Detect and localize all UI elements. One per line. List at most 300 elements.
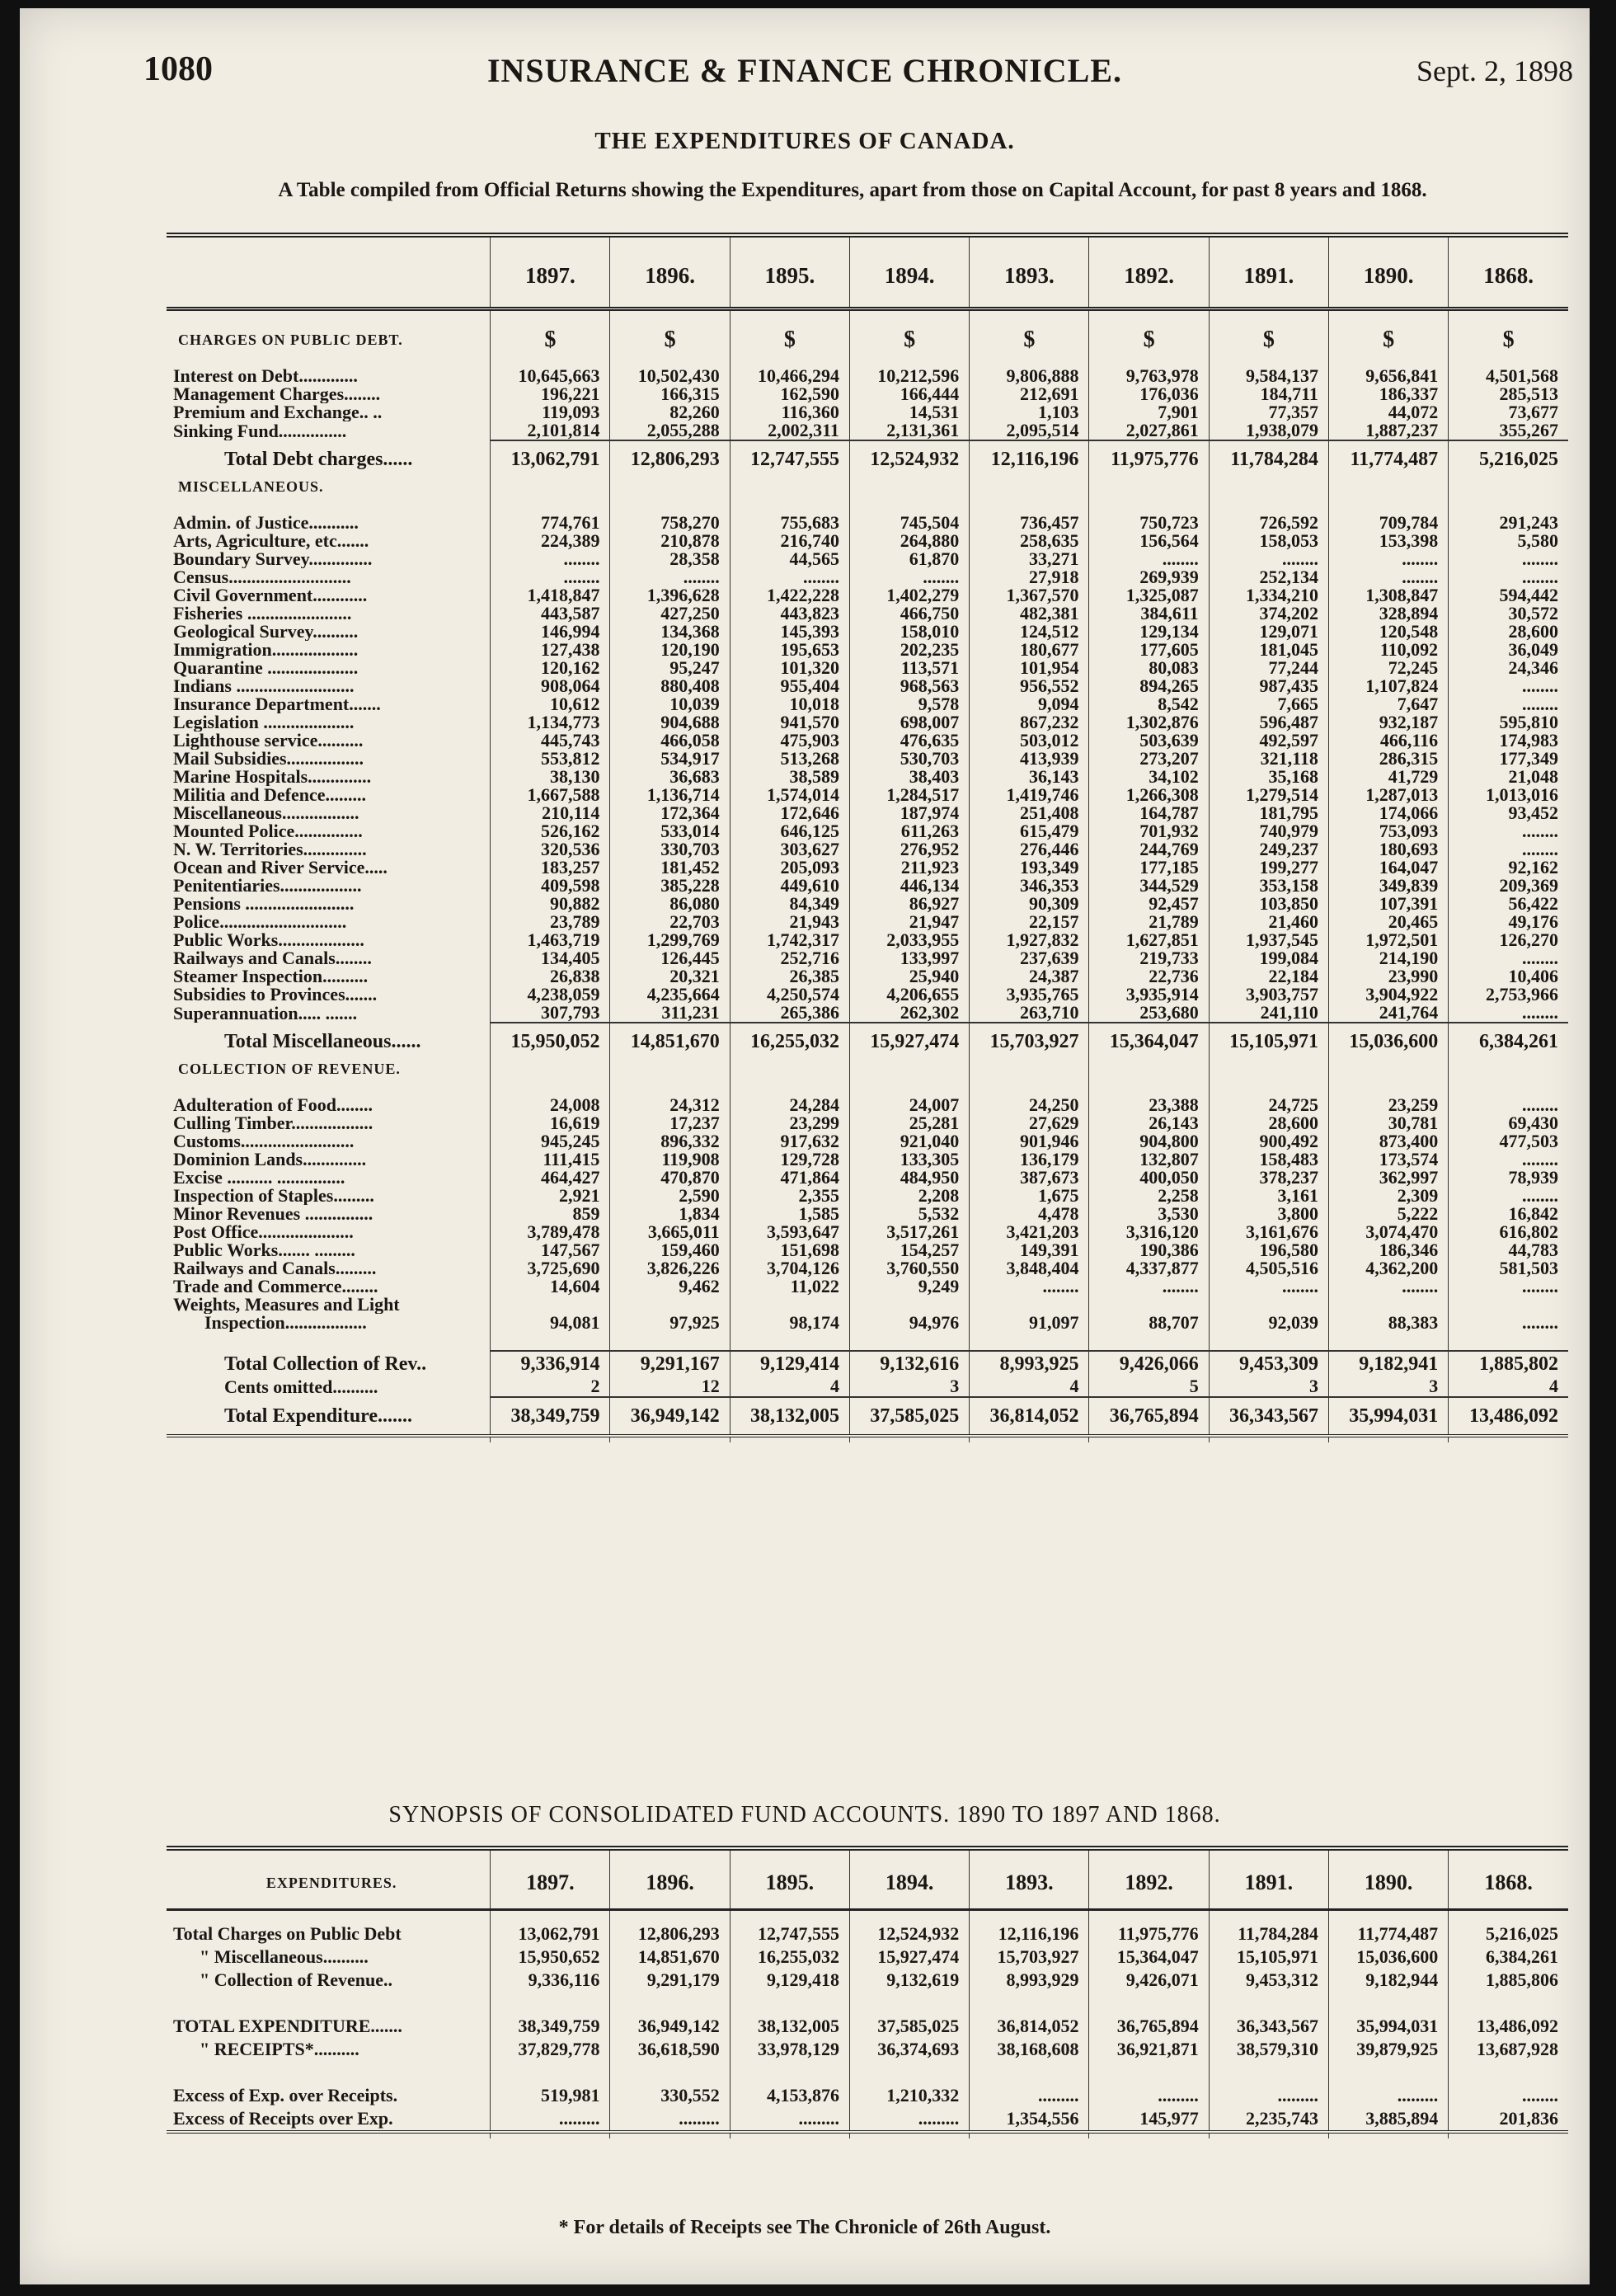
value-cell: 6,384,261: [1449, 1023, 1568, 1060]
value-cell: 1,396,628: [610, 586, 730, 605]
value-cell: 36,049: [1449, 641, 1568, 659]
value-cell: 1,279,514: [1209, 786, 1328, 804]
value-cell: 4,337,877: [1089, 1259, 1209, 1277]
rule-cell: [1089, 1992, 1209, 2015]
table-row: [167, 1296, 1568, 1314]
value-cell: 10,212,596: [849, 367, 969, 385]
table-row: [167, 1259, 1568, 1277]
rule-cell: [167, 1992, 491, 2015]
value-cell: 126,270: [1449, 931, 1568, 949]
value-cell: 7,665: [1209, 695, 1328, 713]
value-cell: 533,014: [610, 822, 730, 840]
value-cell: 10,018: [730, 695, 849, 713]
value-cell: 9,763,978: [1089, 367, 1209, 385]
value-cell: 202,235: [849, 641, 969, 659]
value-cell: 443,587: [491, 605, 610, 623]
value-cell: 36,949,142: [610, 1397, 730, 1436]
row-label: Premium and Exchange.. ..: [173, 403, 383, 421]
value-cell: 932,187: [1328, 713, 1448, 732]
value-cell: 900,492: [1209, 1132, 1328, 1150]
value-cell: 303,627: [730, 840, 849, 859]
value-cell: 921,040: [849, 1132, 969, 1150]
synopsis-title: SYNOPSIS OF CONSOLIDATED FUND ACCOUNTS. 1890 TO 1897 AND 1868.: [388, 1802, 1221, 1828]
value-cell: 158,053: [1209, 532, 1328, 550]
rule-cell: [610, 1332, 730, 1351]
value-cell: 181,795: [1209, 804, 1328, 822]
value-cell: 1,574,014: [730, 786, 849, 804]
year-header: 1868.: [1449, 244, 1568, 309]
value-cell: 21,943: [730, 913, 849, 931]
value-cell: 36,143: [970, 768, 1089, 786]
value-cell: 38,130: [491, 768, 610, 786]
rule-cell: [1328, 496, 1448, 514]
value-cell: 11,784,284: [1209, 440, 1328, 478]
value-cell: 9,462: [610, 1277, 730, 1296]
table-row: [167, 768, 1568, 786]
year-header: 1894.: [849, 1857, 969, 1910]
row-label: Subsidies to Provinces.......: [173, 986, 378, 1004]
row-label: COLLECTION OF REVENUE.: [178, 1061, 401, 1077]
rule-cell: [849, 1910, 969, 1923]
value-cell: 9,249: [849, 1277, 969, 1296]
value-cell: 164,787: [1089, 804, 1209, 822]
value-cell: 174,983: [1449, 732, 1568, 750]
year-header: 1893.: [970, 244, 1089, 309]
value-cell: 22,736: [1089, 967, 1209, 986]
value-cell: .........: [610, 2107, 730, 2132]
row-label: Mounted Police...............: [173, 822, 363, 840]
value-cell: 183,257: [491, 859, 610, 877]
article-title: THE EXPENDITURES OF CANADA.: [594, 128, 1015, 154]
value-cell: 181,045: [1209, 641, 1328, 659]
value-cell: 4,501,568: [1449, 367, 1568, 385]
synopsis-row: [167, 1945, 1568, 1969]
empty-cell: [1209, 478, 1328, 496]
rule-cell: [730, 1332, 849, 1351]
value-cell: 755,683: [730, 514, 849, 532]
value-cell: 25,281: [849, 1114, 969, 1132]
year-header: 1896.: [610, 1857, 730, 1910]
row-label: " RECEIPTS*..........: [200, 2039, 359, 2059]
value-cell: 9,453,312: [1209, 1969, 1328, 1992]
value-cell: [970, 1296, 1089, 1314]
table-row: [167, 1132, 1568, 1150]
value-cell: 4,505,516: [1209, 1259, 1328, 1277]
value-cell: 24,284: [730, 1096, 849, 1114]
value-cell: 36,343,567: [1209, 1397, 1328, 1436]
rule-cell: [849, 2132, 969, 2138]
empty-cell: [970, 1060, 1089, 1078]
value-cell: 36,374,693: [849, 2038, 969, 2061]
rule-cell: [610, 2061, 730, 2084]
value-cell: 180,677: [970, 641, 1089, 659]
value-cell: 941,570: [730, 713, 849, 732]
value-cell: ........: [1449, 677, 1568, 695]
rule-cell: [167, 496, 491, 514]
value-cell: 344,529: [1089, 877, 1209, 895]
value-cell: 530,703: [849, 750, 969, 768]
value-cell: 9,584,137: [1209, 367, 1328, 385]
table-row: [167, 895, 1568, 913]
value-cell: ........: [849, 568, 969, 586]
synopsis-header-row: [167, 1857, 1568, 1910]
value-cell: 349,839: [1328, 877, 1448, 895]
value-cell: 492,597: [1209, 732, 1328, 750]
rule-cell: [610, 1078, 730, 1096]
value-cell: 330,703: [610, 840, 730, 859]
row-label: TOTAL EXPENDITURE.......: [173, 2016, 402, 2036]
value-cell: 5,580: [1449, 532, 1568, 550]
table-row: [167, 949, 1568, 967]
rule-cell: [167, 2132, 491, 2138]
rule-cell: [1328, 309, 1448, 332]
header-rule: [167, 309, 1568, 332]
value-cell: 25,940: [849, 967, 969, 986]
value-cell: ........: [1449, 550, 1568, 568]
value-cell: ........: [1328, 1277, 1448, 1296]
value-cell: 9,336,914: [491, 1351, 610, 1376]
value-cell: 177,605: [1089, 641, 1209, 659]
value-cell: 180,693: [1328, 840, 1448, 859]
value-cell: 145,393: [730, 623, 849, 641]
value-cell: ........: [1449, 1314, 1568, 1332]
value-cell: 173,574: [1328, 1150, 1448, 1169]
value-cell: 5: [1089, 1376, 1209, 1397]
value-cell: 211,923: [849, 859, 969, 877]
value-cell: 15,036,600: [1328, 1945, 1448, 1969]
value-cell: 445,743: [491, 732, 610, 750]
value-cell: 15,364,047: [1089, 1023, 1209, 1060]
table-bottom-rule: [167, 1436, 1568, 1442]
value-cell: 33,271: [970, 550, 1089, 568]
value-cell: 38,349,759: [491, 1397, 610, 1436]
row-label: Superannuation..... .......: [173, 1004, 358, 1023]
value-cell: 37,585,025: [849, 1397, 969, 1436]
value-cell: 594,442: [1449, 586, 1568, 605]
value-cell: 38,132,005: [730, 1397, 849, 1436]
spacer-row: [167, 349, 1568, 367]
rule-cell: [1209, 349, 1328, 367]
value-cell: 212,691: [970, 385, 1089, 403]
rule-cell: [730, 1992, 849, 2015]
empty-cell: [491, 478, 610, 496]
value-cell: 2,258: [1089, 1187, 1209, 1205]
value-cell: 120,548: [1328, 623, 1448, 641]
value-cell: 3,904,922: [1328, 986, 1448, 1004]
value-cell: 3,517,261: [849, 1223, 969, 1241]
value-cell: 8,993,925: [970, 1351, 1089, 1376]
value-cell: 116,360: [730, 403, 849, 421]
value-cell: 11,975,776: [1089, 1922, 1209, 1945]
value-cell: 35,168: [1209, 768, 1328, 786]
value-cell: 16,619: [491, 1114, 610, 1132]
row-label: Public Works....... .........: [173, 1241, 355, 1259]
value-cell: 945,245: [491, 1132, 610, 1150]
value-cell: 374,202: [1209, 605, 1328, 623]
value-cell: 210,114: [491, 804, 610, 822]
table-row: [167, 532, 1568, 550]
header-row: [167, 244, 1568, 309]
expenditures-table: [167, 233, 1568, 1442]
rule-cell: [1089, 1078, 1209, 1096]
row-label: Insurance Department.......: [173, 695, 381, 713]
rule-cell: [849, 1992, 969, 2015]
empty-cell: [1449, 478, 1568, 496]
value-cell: 172,364: [610, 804, 730, 822]
value-cell: 1,927,832: [970, 931, 1089, 949]
value-cell: 901,946: [970, 1132, 1089, 1150]
value-cell: [1089, 1296, 1209, 1314]
value-cell: 154,257: [849, 1241, 969, 1259]
value-cell: 553,812: [491, 750, 610, 768]
table-row: [167, 586, 1568, 605]
rule-cell: [970, 1992, 1089, 2015]
empty-cell: [1089, 1060, 1209, 1078]
rule-cell: [1328, 1992, 1448, 2015]
rule-cell: [491, 349, 610, 367]
value-cell: 94,976: [849, 1314, 969, 1332]
value-cell: 3,760,550: [849, 1259, 969, 1277]
table-row: [167, 514, 1568, 532]
value-cell: 513,268: [730, 750, 849, 768]
value-cell: 9,426,071: [1089, 1969, 1209, 1992]
table-row: [167, 641, 1568, 659]
value-cell: 1,422,228: [730, 586, 849, 605]
year-header: 1894.: [849, 244, 969, 309]
value-cell: 12,524,932: [849, 1922, 969, 1945]
value-cell: 1,972,501: [1328, 931, 1448, 949]
value-cell: 262,302: [849, 1004, 969, 1023]
total-row: [167, 1351, 1568, 1376]
value-cell: 263,710: [970, 1004, 1089, 1023]
value-cell: 6,384,261: [1449, 1945, 1568, 1969]
value-cell: 745,504: [849, 514, 969, 532]
value-cell: 201,836: [1449, 2107, 1568, 2132]
value-cell: 210,878: [610, 532, 730, 550]
value-cell: 698,007: [849, 713, 969, 732]
value-cell: 241,110: [1209, 1004, 1328, 1023]
value-cell: [491, 1296, 610, 1314]
rule-cell: [610, 1992, 730, 2015]
row-label: Marine Hospitals..............: [173, 768, 372, 786]
value-cell: 237,639: [970, 949, 1089, 967]
section-row-charges: [167, 331, 1568, 349]
value-cell: 56,422: [1449, 895, 1568, 913]
row-label: Adulteration of Food........: [173, 1096, 373, 1114]
synopsis-row: [167, 1922, 1568, 1945]
row-label: Indians ..........................: [173, 677, 355, 695]
value-cell: 14,851,670: [610, 1023, 730, 1060]
currency-cell: $: [610, 331, 730, 349]
value-cell: 9,291,179: [610, 1969, 730, 1992]
rule-cell: [1209, 1078, 1328, 1096]
rule-cell: [167, 1848, 491, 1857]
value-cell: 146,994: [491, 623, 610, 641]
value-cell: 23,259: [1328, 1096, 1448, 1114]
value-cell: 9,182,944: [1328, 1969, 1448, 1992]
table-row: [167, 1241, 1568, 1259]
rule-cell: [730, 2061, 849, 2084]
value-cell: 7,901: [1089, 403, 1209, 421]
rule-cell: [1328, 235, 1448, 244]
value-cell: 12: [610, 1376, 730, 1397]
value-cell: 172,646: [730, 804, 849, 822]
row-label: Boundary Survey..............: [173, 550, 373, 568]
value-cell: 28,358: [610, 550, 730, 568]
row-label: Admin. of Justice...........: [173, 514, 359, 532]
value-cell: 596,487: [1209, 713, 1328, 732]
rule-cell: [491, 1848, 610, 1857]
row-label: Pensions ........................: [173, 895, 355, 913]
row-label: Management Charges........: [173, 385, 381, 403]
value-cell: 196,221: [491, 385, 610, 403]
rule-cell: [1209, 496, 1328, 514]
value-cell: ........: [491, 550, 610, 568]
year-header: 1891.: [1209, 244, 1328, 309]
currency-cell: $: [1449, 331, 1568, 349]
value-cell: 378,237: [1209, 1169, 1328, 1187]
rule-cell: [1328, 1910, 1448, 1923]
value-cell: 24,346: [1449, 659, 1568, 677]
value-cell: 113,571: [849, 659, 969, 677]
currency-cell: $: [1089, 331, 1209, 349]
year-header: 1897.: [491, 244, 610, 309]
row-label: Militia and Defence.........: [173, 786, 367, 804]
value-cell: 12,524,932: [849, 440, 969, 478]
value-cell: 133,305: [849, 1150, 969, 1169]
row-label: MISCELLANEOUS.: [178, 478, 324, 495]
value-cell: 88,707: [1089, 1314, 1209, 1332]
value-cell: 15,105,971: [1209, 1023, 1328, 1060]
value-cell: 9,336,116: [491, 1969, 610, 1992]
rule-cell: [491, 1436, 610, 1442]
value-cell: 611,263: [849, 822, 969, 840]
value-cell: ........: [1449, 568, 1568, 586]
value-cell: 153,398: [1328, 532, 1448, 550]
rule-cell: [970, 1078, 1089, 1096]
value-cell: .........: [1089, 2084, 1209, 2107]
value-cell: 384,611: [1089, 605, 1209, 623]
value-cell: 111,415: [491, 1150, 610, 1169]
value-cell: 151,698: [730, 1241, 849, 1259]
rule-cell: [730, 309, 849, 332]
value-cell: 12,806,293: [610, 1922, 730, 1945]
table-row: [167, 931, 1568, 949]
empty-cell: [1449, 1060, 1568, 1078]
page-header: [20, 8, 1590, 115]
year-header: 1895.: [730, 1857, 849, 1910]
row-label: Culling Timber..................: [173, 1114, 373, 1132]
value-cell: .........: [1209, 2084, 1328, 2107]
table-row: [167, 659, 1568, 677]
value-cell: 92,039: [1209, 1314, 1328, 1332]
value-cell: 3,885,894: [1328, 2107, 1448, 2132]
value-cell: 1,354,556: [970, 2107, 1089, 2132]
value-cell: 2,002,311: [730, 421, 849, 440]
journal-title: INSURANCE & FINANCE CHRONICLE.: [486, 52, 1123, 89]
value-cell: 276,446: [970, 840, 1089, 859]
rule-cell: [610, 496, 730, 514]
rule-cell: [849, 1848, 969, 1857]
value-cell: 466,116: [1328, 732, 1448, 750]
value-cell: 37,829,778: [491, 2038, 610, 2061]
row-label: Excess of Receipts over Exp.: [173, 2108, 393, 2129]
row-label: Dominion Lands..............: [173, 1150, 367, 1169]
year-header: 1890.: [1328, 1857, 1448, 1910]
value-cell: 9,291,167: [610, 1351, 730, 1376]
value-cell: 353,158: [1209, 877, 1328, 895]
value-cell: 16,842: [1449, 1205, 1568, 1223]
currency-cell: $: [1328, 331, 1448, 349]
rule-cell: [1328, 2132, 1448, 2138]
value-cell: 11,022: [730, 1277, 849, 1296]
value-cell: 2,309: [1328, 1187, 1448, 1205]
value-cell: 740,979: [1209, 822, 1328, 840]
value-cell: 44,783: [1449, 1241, 1568, 1259]
value-cell: 446,134: [849, 877, 969, 895]
value-cell: .........: [491, 2107, 610, 2132]
value-cell: 5,532: [849, 1205, 969, 1223]
value-cell: 5,216,025: [1449, 440, 1568, 478]
row-label: Excess of Exp. over Receipts.: [173, 2085, 398, 2105]
year-header: 1893.: [970, 1857, 1089, 1910]
value-cell: 17,237: [610, 1114, 730, 1132]
value-cell: 2,208: [849, 1187, 969, 1205]
value-cell: 38,349,759: [491, 2015, 610, 2038]
value-cell: 147,567: [491, 1241, 610, 1259]
value-cell: 196,580: [1209, 1241, 1328, 1259]
empty-cell: [730, 478, 849, 496]
value-cell: 2,235,743: [1209, 2107, 1328, 2132]
rule-cell: [970, 1910, 1089, 1923]
rule-cell: [1209, 1992, 1328, 2015]
rule-cell: [167, 1332, 491, 1351]
row-label: Census...........................: [173, 568, 351, 586]
value-cell: 4,238,059: [491, 986, 610, 1004]
value-cell: 285,513: [1449, 385, 1568, 403]
table-row: [167, 1096, 1568, 1114]
value-cell: 904,688: [610, 713, 730, 732]
value-cell: 166,444: [849, 385, 969, 403]
value-cell: 36,618,590: [610, 2038, 730, 2061]
row-label: Interest on Debt.............: [173, 367, 358, 385]
value-cell: [1449, 1296, 1568, 1314]
value-cell: 24,008: [491, 1096, 610, 1114]
value-cell: 98,174: [730, 1314, 849, 1332]
section-row-misc: [167, 478, 1568, 496]
value-cell: 15,927,474: [849, 1023, 969, 1060]
value-cell: 15,950,052: [491, 1023, 610, 1060]
value-cell: 1,402,279: [849, 586, 969, 605]
spacer-row: [167, 1992, 1568, 2015]
value-cell: ........: [1328, 550, 1448, 568]
value-cell: 449,610: [730, 877, 849, 895]
row-label: Penitentiaries..................: [173, 877, 362, 895]
rule-cell: [970, 1332, 1089, 1351]
section-row-revenue: [167, 1060, 1568, 1078]
rule-cell: [1328, 1848, 1448, 1857]
row-label: Customs.........................: [173, 1132, 355, 1150]
value-cell: 88,383: [1328, 1314, 1448, 1332]
value-cell: 10,645,663: [491, 367, 610, 385]
rule-cell: [849, 349, 969, 367]
value-cell: 219,733: [1089, 949, 1209, 967]
value-cell: 362,997: [1328, 1169, 1448, 1187]
value-cell: [1209, 1296, 1328, 1314]
rule-cell: [1328, 1436, 1448, 1442]
table-row: [167, 804, 1568, 822]
value-cell: 9,806,888: [970, 367, 1089, 385]
